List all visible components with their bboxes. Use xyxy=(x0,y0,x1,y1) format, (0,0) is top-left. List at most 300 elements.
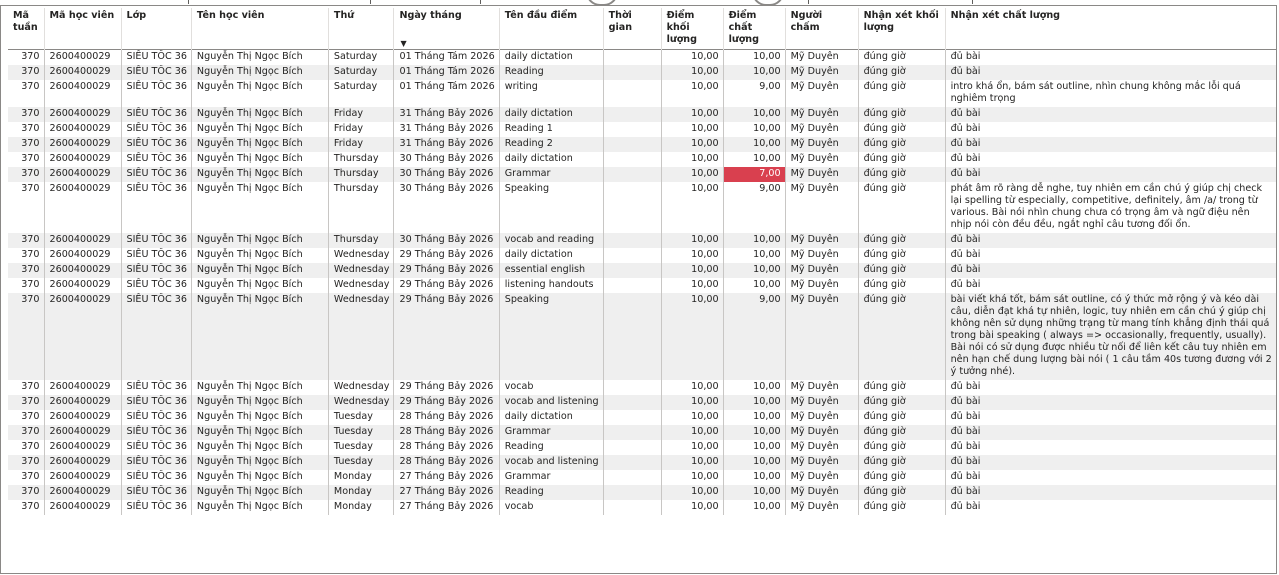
table-row[interactable] xyxy=(8,293,1276,380)
volume-score-cell[interactable]: 10,00 xyxy=(661,80,723,107)
volume-comment-cell[interactable]: đúng giờ xyxy=(858,122,945,137)
score-item-cell[interactable]: Grammar xyxy=(499,167,603,182)
date-cell[interactable]: 28 Tháng Bảy 2026 xyxy=(394,410,499,425)
score-item-cell[interactable]: essential english xyxy=(499,263,603,278)
column-header[interactable] xyxy=(121,8,191,50)
weekday-cell[interactable]: Thursday xyxy=(328,152,394,167)
student-id-cell[interactable]: 2600400029 xyxy=(44,233,121,248)
volume-score-cell[interactable]: 10,00 xyxy=(661,485,723,500)
time-cell[interactable] xyxy=(603,395,661,410)
student-name-cell[interactable]: Nguyễn Thị Ngọc Bích xyxy=(191,182,328,233)
date-cell[interactable]: 27 Tháng Bảy 2026 xyxy=(394,500,499,515)
date-cell[interactable]: 29 Tháng Bảy 2026 xyxy=(394,248,499,263)
volume-comment-cell[interactable]: đúng giờ xyxy=(858,455,945,470)
weekday-cell[interactable]: Saturday xyxy=(328,50,394,66)
student-name-cell[interactable]: Nguyễn Thị Ngọc Bích xyxy=(191,425,328,440)
grader-cell[interactable]: Mỹ Duyên xyxy=(785,152,858,167)
grader-cell[interactable]: Mỹ Duyên xyxy=(785,65,858,80)
table-row[interactable] xyxy=(8,440,1276,455)
table-row[interactable] xyxy=(8,470,1276,485)
date-cell[interactable]: 30 Tháng Bảy 2026 xyxy=(394,182,499,233)
weekday-cell[interactable]: Wednesday xyxy=(328,248,394,263)
time-cell[interactable] xyxy=(603,65,661,80)
quality-comment-cell[interactable]: đủ bài xyxy=(945,167,1276,182)
quality-comment-cell[interactable]: đủ bài xyxy=(945,485,1276,500)
week-cell[interactable]: 370 xyxy=(21,501,40,512)
student-name-cell[interactable]: Nguyễn Thị Ngọc Bích xyxy=(191,485,328,500)
class-cell[interactable]: SIÊU TỐC 36 xyxy=(121,470,191,485)
volume-score-cell[interactable]: 10,00 xyxy=(661,278,723,293)
volume-comment-cell[interactable]: đúng giờ xyxy=(858,182,945,233)
weekday-cell[interactable]: Tuesday xyxy=(328,410,394,425)
score-item-cell[interactable]: Reading 2 xyxy=(499,137,603,152)
week-cell[interactable]: 370 xyxy=(8,233,44,248)
class-cell[interactable]: SIÊU TỐC 36 xyxy=(121,80,191,107)
class-cell[interactable]: SIÊU TỐC 36 xyxy=(121,152,191,167)
score-item-cell[interactable]: vocab xyxy=(499,500,603,515)
volume-comment-cell[interactable]: đúng giờ xyxy=(858,470,945,485)
quality-comment-cell[interactable]: đủ bài xyxy=(945,152,1276,167)
volume-score-cell[interactable]: 10,00 xyxy=(661,263,723,278)
grader-cell[interactable]: Mỹ Duyên xyxy=(785,248,858,263)
column-header[interactable] xyxy=(661,8,723,50)
volume-comment-cell[interactable]: đúng giờ xyxy=(858,380,945,395)
score-item-cell[interactable]: daily dictation xyxy=(499,248,603,263)
volume-score-cell[interactable]: 10,00 xyxy=(661,425,723,440)
week-cell[interactable]: 370 xyxy=(8,425,44,440)
week-cell[interactable]: 370 xyxy=(21,81,40,92)
student-name-cell[interactable]: Nguyễn Thị Ngọc Bích xyxy=(191,80,328,107)
student-name-cell[interactable]: Nguyễn Thị Ngọc Bích xyxy=(191,122,328,137)
score-item-cell[interactable]: vocab and reading xyxy=(499,233,603,248)
time-cell[interactable] xyxy=(603,470,661,485)
class-cell[interactable]: SIÊU TỐC 36 xyxy=(121,455,191,470)
student-name-cell[interactable]: Nguyễn Thị Ngọc Bích xyxy=(191,263,328,278)
table-row[interactable] xyxy=(8,248,1276,263)
grader-cell[interactable]: Mỹ Duyên xyxy=(785,182,858,233)
quality-score-cell[interactable]: 10,00 xyxy=(723,485,785,500)
student-id-cell[interactable]: 2600400029 xyxy=(44,500,121,515)
quality-score-cell[interactable]: 7,00 xyxy=(723,167,785,182)
class-cell[interactable]: SIÊU TỐC 36 xyxy=(121,500,191,515)
grader-cell[interactable]: Mỹ Duyên xyxy=(785,263,858,278)
score-item-cell[interactable]: Grammar xyxy=(499,470,603,485)
date-cell[interactable]: 31 Tháng Bảy 2026 xyxy=(394,137,499,152)
weekday-cell[interactable]: Wednesday xyxy=(328,278,394,293)
quality-score-cell[interactable]: 9,00 xyxy=(723,80,785,107)
grader-cell[interactable]: Mỹ Duyên xyxy=(785,50,858,66)
column-header-sorted[interactable] xyxy=(394,8,499,50)
volume-comment-cell[interactable]: đúng giờ xyxy=(858,107,945,122)
grader-cell[interactable]: Mỹ Duyên xyxy=(785,80,858,107)
table-row[interactable] xyxy=(8,182,1276,233)
volume-comment-cell[interactable]: đúng giờ xyxy=(858,293,945,380)
table-row[interactable] xyxy=(8,167,1276,182)
table-row[interactable] xyxy=(8,278,1276,293)
student-name-cell[interactable]: Nguyễn Thị Ngọc Bích xyxy=(191,278,328,293)
volume-comment-cell[interactable]: đúng giờ xyxy=(858,167,945,182)
class-cell[interactable]: SIÊU TỐC 36 xyxy=(121,167,191,182)
date-cell[interactable]: 27 Tháng Bảy 2026 xyxy=(394,485,499,500)
volume-comment-cell[interactable]: đúng giờ xyxy=(858,485,945,500)
weekday-cell[interactable]: Friday xyxy=(328,137,394,152)
date-cell[interactable]: 29 Tháng Bảy 2026 xyxy=(394,278,499,293)
quality-comment-cell[interactable]: đủ bài xyxy=(945,107,1276,122)
week-cell[interactable]: 370 xyxy=(21,441,40,452)
volume-comment-cell[interactable]: đúng giờ xyxy=(858,50,945,66)
weekday-cell[interactable]: Wednesday xyxy=(328,380,394,395)
column-header[interactable] xyxy=(945,8,1276,50)
student-id-cell[interactable]: 2600400029 xyxy=(44,248,121,263)
class-cell[interactable]: SIÊU TỐC 36 xyxy=(121,440,191,455)
week-cell[interactable]: 370 xyxy=(8,107,44,122)
table-row[interactable] xyxy=(8,500,1276,515)
quality-score-cell[interactable]: 10,00 xyxy=(723,152,785,167)
quality-comment-cell[interactable]: đủ bài xyxy=(945,470,1276,485)
grader-cell[interactable]: Mỹ Duyên xyxy=(785,500,858,515)
quality-comment-cell[interactable]: đủ bài xyxy=(945,122,1276,137)
score-item-cell[interactable]: Reading 1 xyxy=(499,122,603,137)
class-cell[interactable]: SIÊU TỐC 36 xyxy=(121,485,191,500)
student-name-cell[interactable]: Nguyễn Thị Ngọc Bích xyxy=(191,167,328,182)
time-cell[interactable] xyxy=(603,380,661,395)
volume-comment-cell[interactable]: đúng giờ xyxy=(858,440,945,455)
grader-cell[interactable]: Mỹ Duyên xyxy=(785,410,858,425)
date-cell[interactable]: 31 Tháng Bảy 2026 xyxy=(394,107,499,122)
weekday-cell[interactable]: Tuesday xyxy=(328,455,394,470)
column-header[interactable] xyxy=(328,8,394,50)
column-header[interactable] xyxy=(8,8,44,50)
class-cell[interactable]: SIÊU TỐC 36 xyxy=(121,137,191,152)
date-cell[interactable]: 31 Tháng Bảy 2026 xyxy=(394,122,499,137)
date-cell[interactable]: 01 Tháng Tám 2026 xyxy=(394,50,499,66)
volume-comment-cell[interactable]: đúng giờ xyxy=(858,278,945,293)
student-name-cell[interactable]: Nguyễn Thị Ngọc Bích xyxy=(191,380,328,395)
quality-score-cell[interactable]: 10,00 xyxy=(723,425,785,440)
week-cell[interactable]: 370 xyxy=(21,381,40,392)
volume-comment-cell[interactable]: đúng giờ xyxy=(858,425,945,440)
week-cell[interactable]: 370 xyxy=(8,167,44,182)
score-item-cell[interactable]: daily dictation xyxy=(499,50,603,66)
class-cell[interactable]: SIÊU TỐC 36 xyxy=(121,293,191,380)
table-row[interactable] xyxy=(8,425,1276,440)
weekday-cell[interactable]: Friday xyxy=(328,122,394,137)
class-cell[interactable]: SIÊU TỐC 36 xyxy=(121,410,191,425)
column-header[interactable] xyxy=(603,8,661,50)
quality-comment-cell[interactable]: bài viết khá tốt, bám sát outline, có ý thức mở rộng ý và kéo dài câu, diễn đạt khá tự nhiên, logic, tuy nhiên em cần chú ý giúp chị không nên sử dụng những trạng từ mang tính khẳng định thái quá trong bài speaking ( always => occasionally, frequently, usually). Bài nói có sử dụng được nhiều từ nối để liên kết câu tuy nhiên em nên hạn chế dung lượng bài nói ( 1 câu tầm 40s tương đương với 2 ý tưởng nhé). xyxy=(945,293,1276,380)
time-cell[interactable] xyxy=(603,455,661,470)
week-cell[interactable]: 370 xyxy=(8,65,44,80)
table-row[interactable] xyxy=(8,410,1276,425)
student-id-cell[interactable]: 2600400029 xyxy=(44,80,121,107)
table-row[interactable] xyxy=(8,137,1276,152)
quality-comment-cell[interactable]: đủ bài xyxy=(945,500,1276,515)
date-cell[interactable]: 27 Tháng Bảy 2026 xyxy=(394,470,499,485)
table-row[interactable] xyxy=(8,485,1276,500)
time-cell[interactable] xyxy=(603,182,661,233)
volume-score-cell[interactable]: 10,00 xyxy=(661,500,723,515)
quality-score-cell[interactable]: 10,00 xyxy=(723,455,785,470)
class-cell[interactable]: SIÊU TỐC 36 xyxy=(121,248,191,263)
volume-comment-cell[interactable]: đúng giờ xyxy=(858,152,945,167)
volume-score-cell[interactable]: 10,00 xyxy=(661,50,723,66)
volume-comment-cell[interactable]: đúng giờ xyxy=(858,137,945,152)
time-cell[interactable] xyxy=(603,248,661,263)
score-item-cell[interactable]: Speaking xyxy=(499,182,603,233)
student-name-cell[interactable]: Nguyễn Thị Ngọc Bích xyxy=(191,107,328,122)
student-name-cell[interactable]: Nguyễn Thị Ngọc Bích xyxy=(191,470,328,485)
volume-comment-cell[interactable]: đúng giờ xyxy=(858,233,945,248)
weekday-cell[interactable]: Thursday xyxy=(328,167,394,182)
grader-cell[interactable]: Mỹ Duyên xyxy=(785,122,858,137)
quality-comment-cell[interactable]: đủ bài xyxy=(945,50,1276,66)
score-item-cell[interactable]: vocab and listening xyxy=(499,455,603,470)
date-cell[interactable]: 29 Tháng Bảy 2026 xyxy=(394,293,499,380)
student-id-cell[interactable]: 2600400029 xyxy=(44,263,121,278)
weekday-cell[interactable]: Wednesday xyxy=(328,263,394,278)
weekday-cell[interactable]: Saturday xyxy=(328,80,394,107)
class-cell[interactable]: SIÊU TỐC 36 xyxy=(121,122,191,137)
student-id-cell[interactable]: 2600400029 xyxy=(44,485,121,500)
volume-score-cell[interactable]: 10,00 xyxy=(661,380,723,395)
student-name-cell[interactable]: Nguyễn Thị Ngọc Bích xyxy=(191,233,328,248)
quality-score-cell[interactable]: 9,00 xyxy=(723,182,785,233)
weekday-cell[interactable]: Tuesday xyxy=(328,440,394,455)
quality-comment-cell[interactable]: đủ bài xyxy=(945,263,1276,278)
weekday-cell[interactable]: Saturday xyxy=(328,65,394,80)
quality-score-cell[interactable]: 10,00 xyxy=(723,278,785,293)
date-cell[interactable]: 01 Tháng Tám 2026 xyxy=(394,65,499,80)
class-cell[interactable]: SIÊU TỐC 36 xyxy=(121,50,191,66)
score-item-cell[interactable]: Speaking xyxy=(499,293,603,380)
time-cell[interactable] xyxy=(603,122,661,137)
week-cell[interactable]: 370 xyxy=(8,293,44,380)
table-row[interactable] xyxy=(8,263,1276,278)
date-cell[interactable]: 30 Tháng Bảy 2026 xyxy=(394,152,499,167)
volume-comment-cell[interactable]: đúng giờ xyxy=(858,80,945,107)
weekday-cell[interactable]: Friday xyxy=(328,107,394,122)
week-cell[interactable]: 370 xyxy=(21,183,40,194)
student-id-cell[interactable]: 2600400029 xyxy=(44,293,121,380)
quality-comment-cell[interactable]: đủ bài xyxy=(945,137,1276,152)
week-cell[interactable]: 370 xyxy=(21,471,40,482)
time-cell[interactable] xyxy=(603,440,661,455)
time-cell[interactable] xyxy=(603,167,661,182)
date-cell[interactable]: 30 Tháng Bảy 2026 xyxy=(394,167,499,182)
quality-score-cell[interactable]: 10,00 xyxy=(723,233,785,248)
date-cell[interactable]: 01 Tháng Tám 2026 xyxy=(394,80,499,107)
quality-comment-cell[interactable]: đủ bài xyxy=(945,425,1276,440)
week-cell[interactable]: 370 xyxy=(21,123,40,134)
student-id-cell[interactable]: 2600400029 xyxy=(44,65,121,80)
quality-comment-cell[interactable]: đủ bài xyxy=(945,410,1276,425)
student-name-cell[interactable]: Nguyễn Thị Ngọc Bích xyxy=(191,395,328,410)
student-id-cell[interactable]: 2600400029 xyxy=(44,167,121,182)
student-id-cell[interactable]: 2600400029 xyxy=(44,395,121,410)
volume-comment-cell[interactable]: đúng giờ xyxy=(858,248,945,263)
volume-comment-cell[interactable]: đúng giờ xyxy=(858,263,945,278)
weekday-cell[interactable]: Thursday xyxy=(328,182,394,233)
score-item-cell[interactable]: Reading xyxy=(499,65,603,80)
quality-score-cell[interactable]: 9,00 xyxy=(723,293,785,380)
student-id-cell[interactable]: 2600400029 xyxy=(44,455,121,470)
table-row[interactable] xyxy=(8,152,1276,167)
time-cell[interactable] xyxy=(603,107,661,122)
week-cell[interactable]: 370 xyxy=(8,263,44,278)
table-row[interactable] xyxy=(8,80,1276,107)
quality-score-cell[interactable]: 10,00 xyxy=(723,137,785,152)
quality-comment-cell[interactable]: đủ bài xyxy=(945,455,1276,470)
quality-comment-cell[interactable]: đủ bài xyxy=(945,65,1276,80)
score-item-cell[interactable]: Reading xyxy=(499,440,603,455)
weekday-cell[interactable]: Thursday xyxy=(328,233,394,248)
quality-score-cell[interactable]: 10,00 xyxy=(723,107,785,122)
table-row[interactable] xyxy=(8,395,1276,410)
column-header[interactable] xyxy=(499,8,603,50)
time-cell[interactable] xyxy=(603,152,661,167)
week-cell[interactable]: 370 xyxy=(8,455,44,470)
class-cell[interactable]: SIÊU TỐC 36 xyxy=(121,263,191,278)
time-cell[interactable] xyxy=(603,233,661,248)
student-name-cell[interactable]: Nguyễn Thị Ngọc Bích xyxy=(191,440,328,455)
volume-score-cell[interactable]: 10,00 xyxy=(661,137,723,152)
week-cell[interactable]: 370 xyxy=(8,485,44,500)
quality-score-cell[interactable]: 10,00 xyxy=(723,65,785,80)
date-cell[interactable]: 30 Tháng Bảy 2026 xyxy=(394,233,499,248)
quality-comment-cell[interactable]: đủ bài xyxy=(945,380,1276,395)
score-item-cell[interactable]: writing xyxy=(499,80,603,107)
score-item-cell[interactable]: Reading xyxy=(499,485,603,500)
volume-score-cell[interactable]: 10,00 xyxy=(661,395,723,410)
column-header[interactable] xyxy=(191,8,328,50)
student-name-cell[interactable]: Nguyễn Thị Ngọc Bích xyxy=(191,152,328,167)
date-cell[interactable]: 29 Tháng Bảy 2026 xyxy=(394,263,499,278)
week-cell[interactable]: 370 xyxy=(21,153,40,164)
class-cell[interactable]: SIÊU TỐC 36 xyxy=(121,395,191,410)
quality-comment-cell[interactable]: đủ bài xyxy=(945,278,1276,293)
weekday-cell[interactable]: Tuesday xyxy=(328,425,394,440)
time-cell[interactable] xyxy=(603,278,661,293)
week-cell[interactable]: 370 xyxy=(8,395,44,410)
student-id-cell[interactable]: 2600400029 xyxy=(44,410,121,425)
student-id-cell[interactable]: 2600400029 xyxy=(44,278,121,293)
volume-comment-cell[interactable]: đúng giờ xyxy=(858,500,945,515)
class-cell[interactable]: SIÊU TỐC 36 xyxy=(121,182,191,233)
volume-score-cell[interactable]: 10,00 xyxy=(661,233,723,248)
student-name-cell[interactable]: Nguyễn Thị Ngọc Bích xyxy=(191,455,328,470)
quality-score-cell[interactable]: 10,00 xyxy=(723,380,785,395)
quality-comment-cell[interactable]: đủ bài xyxy=(945,440,1276,455)
volume-score-cell[interactable]: 10,00 xyxy=(661,440,723,455)
grader-cell[interactable]: Mỹ Duyên xyxy=(785,470,858,485)
volume-score-cell[interactable]: 10,00 xyxy=(661,293,723,380)
quality-score-cell[interactable]: 10,00 xyxy=(723,122,785,137)
score-item-cell[interactable]: daily dictation xyxy=(499,107,603,122)
quality-comment-cell[interactable]: intro khá ổn, bám sát outline, nhìn chung không mắc lỗi quá nghiêm trọng xyxy=(945,80,1276,107)
weekday-cell[interactable]: Monday xyxy=(328,485,394,500)
table-row[interactable] xyxy=(8,233,1276,248)
volume-score-cell[interactable]: 10,00 xyxy=(661,470,723,485)
quality-comment-cell[interactable]: đủ bài xyxy=(945,395,1276,410)
score-item-cell[interactable]: Grammar xyxy=(499,425,603,440)
grader-cell[interactable]: Mỹ Duyên xyxy=(785,395,858,410)
quality-score-cell[interactable]: 10,00 xyxy=(723,395,785,410)
student-id-cell[interactable]: 2600400029 xyxy=(44,50,121,66)
score-item-cell[interactable]: vocab xyxy=(499,380,603,395)
score-item-cell[interactable]: daily dictation xyxy=(499,152,603,167)
quality-comment-cell[interactable]: đủ bài xyxy=(945,248,1276,263)
student-id-cell[interactable]: 2600400029 xyxy=(44,440,121,455)
student-id-cell[interactable]: 2600400029 xyxy=(44,380,121,395)
grader-cell[interactable]: Mỹ Duyên xyxy=(785,278,858,293)
column-header[interactable] xyxy=(858,8,945,50)
student-name-cell[interactable]: Nguyễn Thị Ngọc Bích xyxy=(191,50,328,66)
volume-score-cell[interactable]: 10,00 xyxy=(661,107,723,122)
week-cell[interactable]: 370 xyxy=(21,411,40,422)
table-row[interactable] xyxy=(8,65,1276,80)
week-cell[interactable]: 370 xyxy=(21,279,40,290)
class-cell[interactable]: SIÊU TỐC 36 xyxy=(121,107,191,122)
date-cell[interactable]: 28 Tháng Bảy 2026 xyxy=(394,455,499,470)
grader-cell[interactable]: Mỹ Duyên xyxy=(785,167,858,182)
quality-score-cell[interactable]: 10,00 xyxy=(723,263,785,278)
grader-cell[interactable]: Mỹ Duyên xyxy=(785,107,858,122)
student-id-cell[interactable]: 2600400029 xyxy=(44,152,121,167)
class-cell[interactable]: SIÊU TỐC 36 xyxy=(121,65,191,80)
grader-cell[interactable]: Mỹ Duyên xyxy=(785,440,858,455)
time-cell[interactable] xyxy=(603,80,661,107)
date-cell[interactable]: 28 Tháng Bảy 2026 xyxy=(394,425,499,440)
student-name-cell[interactable]: Nguyễn Thị Ngọc Bích xyxy=(191,293,328,380)
weekday-cell[interactable]: Monday xyxy=(328,500,394,515)
student-id-cell[interactable]: 2600400029 xyxy=(44,107,121,122)
grader-cell[interactable]: Mỹ Duyên xyxy=(785,425,858,440)
volume-comment-cell[interactable]: đúng giờ xyxy=(858,410,945,425)
quality-comment-cell[interactable]: phát âm rõ ràng dễ nghe, tuy nhiên em cần chú ý giúp chị check lại spelling từ especially, competitive, definitely, âm /a/ trong từ various. Bài nói nhìn chung chưa có trọng âm và ngữ điệu nên nhịp nói còn đều đều, ngắt nghỉ câu tương đối ổn. xyxy=(945,182,1276,233)
quality-score-cell[interactable]: 10,00 xyxy=(723,440,785,455)
volume-score-cell[interactable]: 10,00 xyxy=(661,410,723,425)
week-cell[interactable]: 370 xyxy=(8,137,44,152)
grader-cell[interactable]: Mỹ Duyên xyxy=(785,380,858,395)
volume-score-cell[interactable]: 10,00 xyxy=(661,248,723,263)
volume-score-cell[interactable]: 10,00 xyxy=(661,455,723,470)
score-item-cell[interactable]: vocab and listening xyxy=(499,395,603,410)
grader-cell[interactable]: Mỹ Duyên xyxy=(785,455,858,470)
grader-cell[interactable]: Mỹ Duyên xyxy=(785,137,858,152)
date-cell[interactable]: 29 Tháng Bảy 2026 xyxy=(394,395,499,410)
student-id-cell[interactable]: 2600400029 xyxy=(44,137,121,152)
volume-score-cell[interactable]: 10,00 xyxy=(661,65,723,80)
student-id-cell[interactable]: 2600400029 xyxy=(44,425,121,440)
time-cell[interactable] xyxy=(603,410,661,425)
volume-score-cell[interactable]: 10,00 xyxy=(661,182,723,233)
student-name-cell[interactable]: Nguyễn Thị Ngọc Bích xyxy=(191,410,328,425)
quality-score-cell[interactable]: 10,00 xyxy=(723,248,785,263)
volume-score-cell[interactable]: 10,00 xyxy=(661,167,723,182)
class-cell[interactable]: SIÊU TỐC 36 xyxy=(121,380,191,395)
date-cell[interactable]: 29 Tháng Bảy 2026 xyxy=(394,380,499,395)
score-item-cell[interactable]: daily dictation xyxy=(499,410,603,425)
volume-score-cell[interactable]: 10,00 xyxy=(661,122,723,137)
time-cell[interactable] xyxy=(603,50,661,66)
quality-score-cell[interactable]: 10,00 xyxy=(723,50,785,66)
week-cell[interactable]: 370 xyxy=(21,51,40,62)
time-cell[interactable] xyxy=(603,500,661,515)
grader-cell[interactable]: Mỹ Duyên xyxy=(785,485,858,500)
time-cell[interactable] xyxy=(603,137,661,152)
week-cell[interactable]: 370 xyxy=(21,249,40,260)
quality-score-cell[interactable]: 10,00 xyxy=(723,500,785,515)
